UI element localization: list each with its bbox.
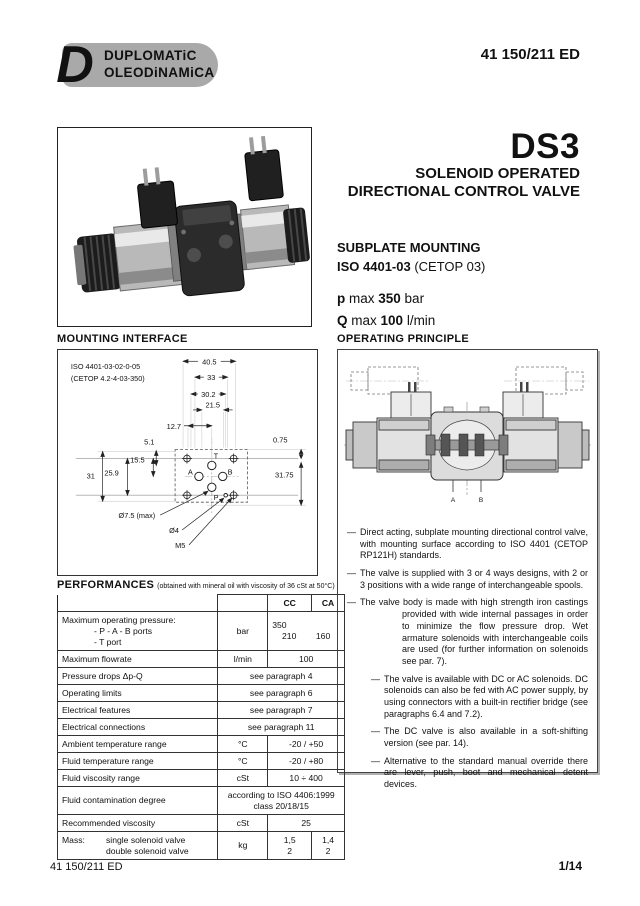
pressure-values-cell xyxy=(268,612,345,651)
value-cell: -20 / +80 xyxy=(268,753,345,770)
row-label: Pressure drops Δp-Q xyxy=(58,668,218,685)
value-cell: 25 xyxy=(268,815,345,832)
footer-doc-number: 41 150/211 ED xyxy=(50,861,123,873)
port-label-a: A xyxy=(187,468,193,477)
callout-thread: M5 xyxy=(175,540,186,550)
table-row xyxy=(58,668,345,685)
iso-note-2: (CETOP 4.2-4-03-350) xyxy=(70,374,145,384)
row-sublabel: - P - A - B ports xyxy=(94,625,153,636)
port-label-p: P xyxy=(213,494,219,503)
mounting-interface-box xyxy=(57,349,318,576)
bullet-text: The valve is available with DC or AC solenoids. DC solenoids can also be fed with AC power supply, by using connectors with a built-in rectifier bridge (see paragraphs 6.4 and 7.2). xyxy=(384,673,588,719)
mass-cc-double: 2 xyxy=(287,845,293,856)
table-row xyxy=(58,685,345,702)
mass-ca-double: 2 xyxy=(325,845,331,856)
bullet-item xyxy=(371,756,588,791)
bullet-item xyxy=(371,726,588,749)
operating-principle-heading: OPERATING PRINCIPLE xyxy=(337,333,470,345)
value-cell: 10 ÷ 400 xyxy=(268,770,345,787)
value-cell: 100 xyxy=(268,651,345,668)
value-cell: see paragraph 7 xyxy=(218,702,345,719)
subtitle-line2: DIRECTIONAL CONTROL VALVE xyxy=(347,183,580,200)
p-max-word: max xyxy=(345,291,379,306)
mass-ca-cell xyxy=(312,832,345,860)
pressure-value-cc: 210 xyxy=(282,631,297,641)
q-value: 100 xyxy=(380,313,404,328)
cetop-code: (CETOP 03) xyxy=(410,259,486,274)
bullet-dash: — xyxy=(371,726,380,737)
table-row-header xyxy=(58,595,345,612)
mounting-interface-heading: MOUNTING INTERFACE xyxy=(57,333,188,345)
logo-text-line1: DUPLOMATiC xyxy=(104,48,197,63)
valve-photo-illustration xyxy=(58,128,311,325)
unit-cell: bar xyxy=(218,612,268,651)
bullet-text: The DC valve is also available in a soft-shifting version (see par. 14). xyxy=(384,726,588,748)
bullet-item xyxy=(371,674,588,721)
dim-25-9: 25.9 xyxy=(104,468,119,478)
unit-cell: kg xyxy=(218,832,268,860)
row-label: Fluid viscosity range xyxy=(58,770,218,787)
performances-title: PERFORMANCES xyxy=(57,579,155,591)
section-port-a: A xyxy=(450,497,456,504)
row-sublabel: - T port xyxy=(94,636,122,647)
row-sublabel: single solenoid valve xyxy=(106,834,186,845)
dim-12-7: 12.7 xyxy=(166,421,182,431)
mounting-summary xyxy=(337,238,485,276)
bullet-text: Alternative to the standard manual override there are lever, push, boot and mechanical detent devices. xyxy=(384,755,588,790)
product-photo-box xyxy=(57,127,312,327)
performances-heading xyxy=(57,579,335,591)
dim-0-75: 0.75 xyxy=(273,435,288,445)
logo-d-icon: D xyxy=(56,36,94,94)
bullet-text: The valve is supplied with 3 or 4 ways designs, with 2 or 3 positions with a wide range of interchangeable spools. xyxy=(360,568,588,590)
pressure-value-ca: 160 xyxy=(315,631,331,641)
table-row xyxy=(58,815,345,832)
performances-table xyxy=(57,594,345,860)
p-symbol: p xyxy=(337,291,346,306)
mass-sublabels xyxy=(106,835,189,857)
bullet-dash: — xyxy=(347,527,356,537)
mass-cc-single: 1,5 xyxy=(283,834,296,845)
table-row xyxy=(58,719,345,736)
logo-text xyxy=(104,47,215,81)
callout-hole-diameter: Ø7.5 (max) xyxy=(118,511,156,521)
valve-section-drawing xyxy=(338,350,597,520)
callout-pilot-diameter: Ø4 xyxy=(169,525,179,535)
dim-21-5: 21.5 xyxy=(205,400,221,410)
logo-text-line2: OLEODiNAMiCA xyxy=(104,65,215,80)
q-max-word: max xyxy=(347,313,381,328)
row-label: Operating limits xyxy=(58,685,218,702)
subplate-mounting-label: SUBPLATE MOUNTING xyxy=(337,240,481,255)
unit-cell: °C xyxy=(218,736,268,753)
operating-principle-box xyxy=(337,349,598,790)
dim-30-2: 30.2 xyxy=(201,390,216,400)
dim-15-5: 15.5 xyxy=(130,455,145,465)
contamination-line1: according to ISO 4406:1999 xyxy=(227,789,335,800)
company-logo xyxy=(48,36,218,94)
title-block xyxy=(337,129,580,201)
table-row xyxy=(58,702,345,719)
bullet-dash: — xyxy=(347,597,356,608)
table-row xyxy=(58,787,345,815)
section-port-b: B xyxy=(478,497,484,504)
footer-page-number: 1/14 xyxy=(558,859,582,873)
value-cell: see paragraph 6 xyxy=(218,685,345,702)
bullet-text: Direct acting, subplate mounting directional control valve, with mounting surface according to ISO 4401 (CETOP RP121H) standards. xyxy=(360,527,588,561)
bullet-dash: — xyxy=(371,673,380,684)
bullet-dash: — xyxy=(347,568,356,579)
port-label-t: T xyxy=(213,452,219,461)
ratings-block xyxy=(337,288,435,332)
dim-40-5: 40.5 xyxy=(202,357,217,367)
q-symbol: Q xyxy=(337,313,348,328)
pressure-rating xyxy=(337,288,435,310)
row-label: Maximum flowrate xyxy=(58,651,218,668)
table-row xyxy=(58,612,345,651)
column-header-cc: CC xyxy=(268,595,312,612)
iso-note-1: ISO 4401-03-02-0-05 xyxy=(70,362,141,372)
dim-31-75: 31.75 xyxy=(274,470,294,480)
pressure-split-values xyxy=(272,631,340,642)
bullet-dash: — xyxy=(371,755,380,766)
p-value: 350 xyxy=(378,291,401,306)
port-label-b: B xyxy=(227,468,233,477)
row-label: Electrical features xyxy=(58,702,218,719)
mass-cc-cell xyxy=(268,832,312,860)
unit-cell: cSt xyxy=(218,815,268,832)
row-label: Maximum operating pressure: xyxy=(62,614,176,625)
unit-cell: cSt xyxy=(218,770,268,787)
bullet-text: The valve body is made with high strength iron castings provided with wide internal passages in order to minimize the flow pressure drop. Wet armature solenoids with interchangeable coils are used (for further information on solenoids see par. 7). xyxy=(360,597,588,666)
value-cell xyxy=(218,787,345,815)
model-name: DS3 xyxy=(510,127,580,166)
subtitle-line1: SOLENOID OPERATED xyxy=(415,165,580,182)
iso-standard-label xyxy=(337,257,485,276)
unit-cell: l/min xyxy=(218,651,268,668)
value-cell: -20 / +50 xyxy=(268,736,345,753)
mass-label-cell xyxy=(58,832,218,860)
bullet-item xyxy=(347,527,588,562)
row-label: Mass: xyxy=(62,834,85,845)
dim-33: 33 xyxy=(207,373,216,383)
flow-rating xyxy=(337,310,435,332)
bullet-item xyxy=(347,597,588,667)
table-row xyxy=(58,770,345,787)
table-row xyxy=(58,832,345,860)
row-label: Recommended viscosity xyxy=(58,815,218,832)
pressure-label-cell xyxy=(58,612,218,651)
table-row xyxy=(58,753,345,770)
row-label: Fluid contamination degree xyxy=(58,787,218,815)
q-unit: l/min xyxy=(403,313,436,328)
row-label: Fluid temperature range xyxy=(58,753,218,770)
pressure-value-all: 350 xyxy=(272,620,287,630)
value-cell: see paragraph 4 xyxy=(218,668,345,685)
mounting-interface-drawing xyxy=(58,350,317,575)
document-number: 41 150/211 ED xyxy=(480,46,580,63)
performances-note: (obtained with mineral oil with viscosity of 36 cSt at 50°C) xyxy=(157,583,335,590)
p-unit: bar xyxy=(400,291,425,306)
table-row xyxy=(58,736,345,753)
iso-code: ISO 4401-03 xyxy=(337,259,411,274)
row-label: Ambient temperature range xyxy=(58,736,218,753)
row-sublabel: double solenoid valve xyxy=(106,845,189,856)
bullet-item xyxy=(347,568,588,591)
description-bullets xyxy=(338,525,597,791)
table-row xyxy=(58,651,345,668)
row-label: Electrical connections xyxy=(58,719,218,736)
dim-5-1: 5.1 xyxy=(144,437,155,447)
unit-cell: °C xyxy=(218,753,268,770)
dim-31: 31 xyxy=(86,471,95,481)
column-header-ca: CA xyxy=(312,595,345,612)
mass-ca-single: 1,4 xyxy=(322,834,335,845)
value-cell: see paragraph 11 xyxy=(218,719,345,736)
contamination-line2: class 20/18/15 xyxy=(253,800,309,811)
